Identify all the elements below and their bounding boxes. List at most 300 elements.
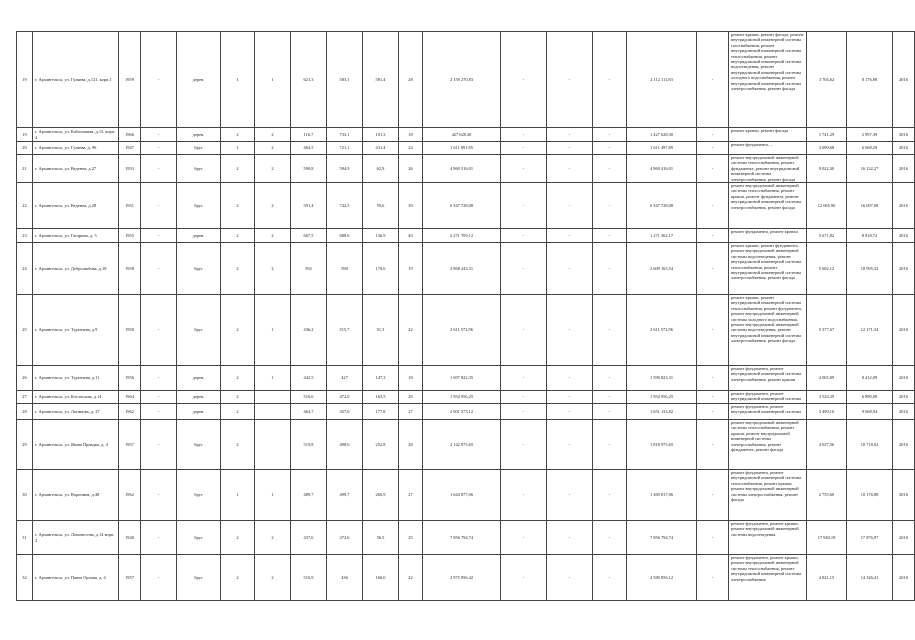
row-number: 24 xyxy=(17,243,33,295)
floors-cell: 2 xyxy=(221,183,255,229)
total-area-cell: 116,7 xyxy=(291,128,327,142)
table-row xyxy=(17,295,915,366)
commission-year-cell: - xyxy=(141,555,177,601)
total-cost-cell: 1 644 877,06 xyxy=(423,470,501,521)
cost-limit-cell: 8 818,72 xyxy=(847,229,893,243)
cost-limit-cell: 8 176,88 xyxy=(847,32,893,128)
unit-cost-cell: 5 602,12 xyxy=(807,243,847,295)
living-area-cell: 498,6 xyxy=(327,420,363,470)
residents-cell: 22 xyxy=(399,295,423,366)
regional-budget-cell: - xyxy=(547,142,593,155)
other-funds-cell: - xyxy=(697,555,729,601)
total-area-cell: 590,8 xyxy=(291,155,327,183)
commission-year-cell: - xyxy=(141,243,177,295)
address-cell: г. Архангельск, ул. Павла Орлова, д. 4 xyxy=(33,555,119,601)
regional-budget-cell: - xyxy=(547,470,593,521)
planned-year-cell: 2016 xyxy=(893,229,915,243)
wall-material-cell: брус xyxy=(177,521,221,555)
row-number: 19 xyxy=(17,128,33,142)
total-cost-cell: 2 159 270,83 xyxy=(423,32,501,128)
build-year-cell: 1953 xyxy=(119,155,141,183)
owners-funds-cell: 2 580 856,12 xyxy=(627,555,697,601)
living-area-cell: 733,1 xyxy=(327,128,363,142)
row-number: 29 xyxy=(17,420,33,470)
total-cost-cell: 4 869 516,01 xyxy=(423,155,501,183)
regional-budget-cell: - xyxy=(547,32,593,128)
cost-limit-cell: 2 997,39 xyxy=(847,128,893,142)
unit-cost-cell: 9 022,30 xyxy=(807,155,847,183)
entrances-cell: 1 xyxy=(255,470,291,521)
floors-cell: 2 xyxy=(221,128,255,142)
owners-funds-cell: 2 611 572,96 xyxy=(627,295,697,366)
residents-cell: 28 xyxy=(399,420,423,470)
commission-year-cell: - xyxy=(141,420,177,470)
table-row xyxy=(17,366,915,391)
total-cost-cell: 2 975 856,42 xyxy=(423,555,501,601)
floors-cell: 2 xyxy=(221,243,255,295)
work-types-cell: ремонт внутридомовой инженерной системы теплоснабжения, ремонт крыши, ремонт внутридомовой инженерной системы электроснабжения, ремонт фундамента, ремонт фасада xyxy=(729,420,807,470)
living-area-cell: 436 xyxy=(327,555,363,601)
total-area-cell: 516,9 xyxy=(291,555,327,601)
commission-year-cell: - xyxy=(141,142,177,155)
fund-cell: - xyxy=(501,391,547,404)
planned-year-cell: 2016 xyxy=(893,155,915,183)
living-area-cell: 688,6 xyxy=(327,229,363,243)
nonliving-area-cell: 170,6 xyxy=(363,243,399,295)
row-number: 23 xyxy=(17,229,33,243)
wall-material-cell: дерев. xyxy=(177,391,221,404)
entrances-cell xyxy=(255,404,291,420)
residents-cell: 28 xyxy=(399,32,423,128)
regional-budget-cell: - xyxy=(547,229,593,243)
total-cost-cell: 2 868 243,31 xyxy=(423,243,501,295)
work-types-cell: ремонт фундамента, ремонт кровли xyxy=(729,229,807,243)
unit-cost-cell: 5 671,82 xyxy=(807,229,847,243)
entrances-cell xyxy=(255,391,291,404)
regional-budget-cell: - xyxy=(547,420,593,470)
living-area-cell: 594,9 xyxy=(327,155,363,183)
nonliving-area-cell: 260,9 xyxy=(363,470,399,521)
nonliving-area-cell: 165,5 xyxy=(363,391,399,404)
other-funds-cell: - xyxy=(697,404,729,420)
unit-cost-cell: 17 940,18 xyxy=(807,521,847,555)
floors-cell: 1 xyxy=(221,470,255,521)
fund-cell: - xyxy=(501,32,547,128)
entrances-cell: 2 xyxy=(255,243,291,295)
build-year-cell: 1962 xyxy=(119,470,141,521)
total-area-cell: 436,2 xyxy=(291,295,327,366)
unit-cost-cell: 3 490,16 xyxy=(807,404,847,420)
living-area-cell: 515,7 xyxy=(327,295,363,366)
address-cell: г. Архангельск, ул. Тургенева, д.11 xyxy=(33,366,119,391)
work-types-cell: ремонт внутридомовой инженерной системы теплоснабжения, ремонт крыши, ремонт фундамента, ремонт внутридомовой инженерной системы электроснабжения, ремонт фасада xyxy=(729,183,807,229)
build-year-cell: 1947 xyxy=(119,142,141,155)
unit-cost-cell: 3 524,39 xyxy=(807,391,847,404)
wall-material-cell: брус xyxy=(177,555,221,601)
nonliving-area-cell: 166,0 xyxy=(363,555,399,601)
total-cost-cell: 2 271 709,12 xyxy=(423,229,501,243)
floors-cell: 2 xyxy=(221,229,255,243)
local-budget-cell: - xyxy=(593,32,627,128)
build-year-cell: 1966 xyxy=(119,128,141,142)
total-cost-cell: 6 547 728,08 xyxy=(423,183,501,229)
entrances-cell: 1 xyxy=(255,32,291,128)
owners-funds-cell: 2 112 111,83 xyxy=(627,32,697,128)
residents-cell: 24 xyxy=(399,142,423,155)
residents-cell: 19 xyxy=(399,243,423,295)
local-budget-cell: - xyxy=(593,128,627,142)
commission-year-cell: - xyxy=(141,521,177,555)
table-row xyxy=(17,391,915,404)
owners-funds-cell: 1 590 823,31 xyxy=(627,366,697,391)
local-budget-cell: - xyxy=(593,183,627,229)
planned-year-cell: 2016 xyxy=(893,295,915,366)
wall-material-cell: дерев. xyxy=(177,404,221,420)
table-row xyxy=(17,183,915,229)
wall-material-cell: дерев. xyxy=(177,32,221,128)
address-cell: г. Архангельск, ул. Тургенева, д.9 xyxy=(33,295,119,366)
residents-cell: 30 xyxy=(399,183,423,229)
wall-material-cell: брус xyxy=(177,155,221,183)
total-cost-cell: 2 611 572,96 xyxy=(423,295,501,366)
total-area-cell: 516,6 xyxy=(291,391,327,404)
cost-limit-cell: 14 326,41 xyxy=(847,555,893,601)
total-cost-cell: 2 142 975,65 xyxy=(423,420,501,470)
total-area-cell: 519,8 xyxy=(291,420,327,470)
owners-funds-cell: 1 271 362,17 xyxy=(627,229,697,243)
floors-cell: 2 xyxy=(221,366,255,391)
entrances-cell: 2 xyxy=(255,521,291,555)
unit-cost-cell: 1 741,29 xyxy=(807,128,847,142)
commission-year-cell: - xyxy=(141,183,177,229)
table-row xyxy=(17,420,915,470)
regional-budget-cell: - xyxy=(547,295,593,366)
row-number: 32 xyxy=(17,555,33,601)
regional-budget-cell: - xyxy=(547,404,593,420)
wall-material-cell: дерев. xyxy=(177,366,221,391)
entrances-cell: 1 xyxy=(255,366,291,391)
total-area-cell: 667,5 xyxy=(291,229,327,243)
floors-cell: 2 xyxy=(221,521,255,555)
address-cell: г. Архангельск, ул. Котласская, д.14 xyxy=(33,391,119,404)
table-row xyxy=(17,521,915,555)
nonliving-area-cell: 91,3 xyxy=(363,295,399,366)
table-row xyxy=(17,404,915,420)
cost-limit-cell: 16 132,27 xyxy=(847,155,893,183)
work-types-cell: ремонт крыши, ремонт внутридомовой инженерной системы теплоснабжения, ремонт фундамента, ремонт внутридомовой инженерной системы холодного водоснабжения, ремонт внутридомовой инженерной системы водоотведения, ремонт внутридомовой инженерной системы электроснабжения, ремонт фасада xyxy=(729,295,807,366)
planned-year-cell: 2016 xyxy=(893,142,915,155)
nonliving-area-cell: 59,6 xyxy=(363,183,399,229)
residents-cell: 18 xyxy=(399,366,423,391)
table-row xyxy=(17,243,915,295)
wall-material-cell: дерев. xyxy=(177,128,221,142)
entrances-cell: 2 xyxy=(255,142,291,155)
total-area-cell: 489,7 xyxy=(291,470,327,521)
total-cost-cell: 7 856 794,74 xyxy=(423,521,501,555)
unit-cost-cell: 3 090,68 xyxy=(807,142,847,155)
build-year-cell: 1950 xyxy=(119,295,141,366)
row-number: 25 xyxy=(17,295,33,366)
owners-funds-cell: 1 611 497,89 xyxy=(627,142,697,155)
fund-cell: - xyxy=(501,420,547,470)
other-funds-cell: - xyxy=(697,470,729,521)
build-year-cell: 1955 xyxy=(119,229,141,243)
fund-cell: - xyxy=(501,404,547,420)
work-types-cell: ремонт фундамента, ремонт крыши, ремонт внутридомовой инженерной системы теплоснабжения, ремонт внутридомовой инженерной системы электроснабжения xyxy=(729,555,807,601)
commission-year-cell: - xyxy=(141,295,177,366)
other-funds-cell: - xyxy=(697,295,729,366)
other-funds-cell: - xyxy=(697,366,729,391)
regional-budget-cell: - xyxy=(547,183,593,229)
residents-cell: 27 xyxy=(399,470,423,521)
local-budget-cell: - xyxy=(593,470,627,521)
local-budget-cell: - xyxy=(593,295,627,366)
cost-limit-cell: 12 171,34 xyxy=(847,295,893,366)
work-types-cell: ремонт внутридомовой инженерной системы теплоснабжения, ремонт фундамента, ремонт внутридомовой инженерной системы электроснабжения, ремонт фасада xyxy=(729,155,807,183)
living-area-cell: 721,1 xyxy=(327,142,363,155)
work-types-cell: ремонт фундамента, ремонт внутридомовой инженерной системы xyxy=(729,391,807,404)
fund-cell: - xyxy=(501,142,547,155)
total-area-cell: 591,4 xyxy=(291,183,327,229)
fund-cell: - xyxy=(501,183,547,229)
other-funds-cell: - xyxy=(697,183,729,229)
planned-year-cell: 2016 xyxy=(893,391,915,404)
owners-funds-cell: 1 954 956,25 xyxy=(627,391,697,404)
floors-cell: 1 xyxy=(221,32,255,128)
regional-budget-cell: - xyxy=(547,366,593,391)
build-year-cell: 1951 xyxy=(119,183,141,229)
nonliving-area-cell: 136,9 xyxy=(363,229,399,243)
wall-material-cell: брус xyxy=(177,243,221,295)
floors-cell: 2 xyxy=(221,391,255,404)
build-year-cell: 1957 xyxy=(119,420,141,470)
other-funds-cell: - xyxy=(697,155,729,183)
address-cell: г. Архангельск, ул. Воронина, д.48 xyxy=(33,470,119,521)
owners-funds-cell: 7 856 794,74 xyxy=(627,521,697,555)
table-row xyxy=(17,128,915,142)
residents-cell: 25 xyxy=(399,521,423,555)
repair-program-table xyxy=(16,31,915,601)
unit-cost-cell: 12 065,90 xyxy=(807,183,847,229)
build-year-cell: 1959 xyxy=(119,32,141,128)
owners-funds-cell: 6 547 728,08 xyxy=(627,183,697,229)
row-number: 28 xyxy=(17,404,33,420)
residents-cell: 40 xyxy=(399,229,423,243)
other-funds-cell: - xyxy=(697,243,729,295)
planned-year-cell: 2016 xyxy=(893,243,915,295)
living-area-cell: 742,5 xyxy=(327,183,363,229)
cost-limit-cell: 6 890,08 xyxy=(847,391,893,404)
work-types-cell: ремонт фундамента, ... xyxy=(729,142,807,155)
cost-limit-cell: 10 718,02 xyxy=(847,420,893,470)
build-year-cell: 1957 xyxy=(119,555,141,601)
wall-material-cell: брус xyxy=(177,470,221,521)
work-types-cell: ремонт фундамента, ремонт внутридомовой инженерной системы теплоснабжения, ремонт крыши, ремонт внутридомовой инженерной системы электроснабжения, ремонт фасада xyxy=(729,470,807,521)
commission-year-cell: - xyxy=(141,366,177,391)
row-number: 30 xyxy=(17,470,33,521)
planned-year-cell: 2016 xyxy=(893,470,915,521)
nonliving-area-cell: 62,9 xyxy=(363,155,399,183)
local-budget-cell: - xyxy=(593,142,627,155)
unit-cost-cell: 4 065,09 xyxy=(807,366,847,391)
owners-funds-cell: 1 369 817,06 xyxy=(627,470,697,521)
address-cell: г. Архангельск, ул. Каботажная, д.15, корп. 4 xyxy=(33,128,119,142)
local-budget-cell: - xyxy=(593,555,627,601)
unit-cost-cell: 5 377,67 xyxy=(807,295,847,366)
nonliving-area-cell: 147,3 xyxy=(363,366,399,391)
living-area-cell: 499,7 xyxy=(327,470,363,521)
build-year-cell: 1956 xyxy=(119,366,141,391)
planned-year-cell: 2016 xyxy=(893,404,915,420)
regional-budget-cell: - xyxy=(547,391,593,404)
commission-year-cell: - xyxy=(141,229,177,243)
residents-cell: 26 xyxy=(399,155,423,183)
planned-year-cell: 2016 xyxy=(893,32,915,128)
entrances-cell: 2 xyxy=(255,183,291,229)
table-row xyxy=(17,229,915,243)
cost-limit-cell: 10 176,88 xyxy=(847,470,893,521)
local-budget-cell: - xyxy=(593,521,627,555)
wall-material-cell: брус xyxy=(177,420,221,470)
row-number: 31 xyxy=(17,521,33,555)
commission-year-cell: - xyxy=(141,155,177,183)
floors-cell: 2 xyxy=(221,420,255,470)
owners-funds-cell: 4 869 416,01 xyxy=(627,155,697,183)
fund-cell: - xyxy=(501,521,547,555)
address-cell: г. Архангельск, ул. Гуляева, д. 96 xyxy=(33,142,119,155)
row-number: 26 xyxy=(17,366,33,391)
planned-year-cell: 2016 xyxy=(893,521,915,555)
row-number: 21 xyxy=(17,155,33,183)
unit-cost-cell: 4 821,15 xyxy=(807,555,847,601)
address-cell: г. Архангельск, ул. Гагарина, д. 5 xyxy=(33,229,119,243)
commission-year-cell: - xyxy=(141,391,177,404)
unit-cost-cell: 4 027,56 xyxy=(807,420,847,470)
living-area-cell: 457,6 xyxy=(327,404,363,420)
residents-cell: 27 xyxy=(399,404,423,420)
unit-cost-cell: 3 704,62 xyxy=(807,32,847,128)
living-area-cell: 590 xyxy=(327,243,363,295)
living-area-cell: 583,1 xyxy=(327,32,363,128)
work-types-cell: ремонт крыши, ремонт фасада, ремонт внутридомовой инженерной системы газоснабжения, ремонт внутридомовой инженерной системы теплоснабжения, ремонт внутридомовой инженерной системы водоотведения, ремонт внутридомовой инженерной системы холодного водоснабжения, ремонт внутридомовой инженерной системы электроснабжения, ремонт фасада xyxy=(729,32,807,128)
row-number: 19 xyxy=(17,32,33,128)
local-budget-cell: - xyxy=(593,420,627,470)
commission-year-cell: - xyxy=(141,128,177,142)
nonliving-area-cell: 56,5 xyxy=(363,521,399,555)
regional-budget-cell: - xyxy=(547,155,593,183)
wall-material-cell: брус xyxy=(177,142,221,155)
owners-funds-cell: 2 609 165,54 xyxy=(627,243,697,295)
address-cell: г. Архангельск, ул. Ломоносова, д.14 корп. 2 xyxy=(33,521,119,555)
entrances-cell xyxy=(255,420,291,470)
other-funds-cell: - xyxy=(697,420,729,470)
fund-cell: - xyxy=(501,470,547,521)
total-cost-cell: 2 001 573,12 xyxy=(423,404,501,420)
work-types-cell: ремонт кровли, ремонт фасада xyxy=(729,128,807,142)
unit-cost-cell: 2 755,60 xyxy=(807,470,847,521)
fund-cell: - xyxy=(501,128,547,142)
total-area-cell: 464,7 xyxy=(291,404,327,420)
regional-budget-cell: - xyxy=(547,555,593,601)
nonliving-area-cell: 431,4 xyxy=(363,142,399,155)
cost-limit-cell: 9 668,94 xyxy=(847,404,893,420)
residents-cell: 18 xyxy=(399,128,423,142)
cost-limit-cell: 10 995,32 xyxy=(847,243,893,295)
other-funds-cell: - xyxy=(697,391,729,404)
living-area-cell: 372,6 xyxy=(327,521,363,555)
total-area-cell: 442,5 xyxy=(291,366,327,391)
nonliving-area-cell: 101,3 xyxy=(363,128,399,142)
planned-year-cell: 2016 xyxy=(893,366,915,391)
entrances-cell: 1 xyxy=(255,295,291,366)
table-body xyxy=(17,32,915,601)
planned-year-cell: 2016 xyxy=(893,555,915,601)
fund-cell: - xyxy=(501,366,547,391)
table-row xyxy=(17,555,915,601)
fund-cell: - xyxy=(501,243,547,295)
entrances-cell: 2 xyxy=(255,555,291,601)
residents-cell: 26 xyxy=(399,391,423,404)
regional-budget-cell: - xyxy=(547,128,593,142)
table-row xyxy=(17,155,915,183)
living-area-cell: 427 xyxy=(327,366,363,391)
floors-cell: 2 xyxy=(221,155,255,183)
address-cell: г. Архангельск, ул. Веденея, д.28 xyxy=(33,183,119,229)
floors-cell: 2 xyxy=(221,404,255,420)
local-budget-cell: - xyxy=(593,404,627,420)
wall-material-cell: брус xyxy=(177,183,221,229)
fund-cell: - xyxy=(501,155,547,183)
total-area-cell: 464,5 xyxy=(291,142,327,155)
work-types-cell: ремонт фундамента, ремонт внутридомовой инженерной системы xyxy=(729,404,807,420)
work-types-cell: ремонт фундамента, ремонт крыши, ремонт внутридомовой инженерной системы водоотведения xyxy=(729,521,807,555)
cost-limit-cell: 16 697,08 xyxy=(847,183,893,229)
build-year-cell: 1962 xyxy=(119,404,141,420)
other-funds-cell: - xyxy=(697,521,729,555)
entrances-cell: 2 xyxy=(255,155,291,183)
build-year-cell: 1958 xyxy=(119,243,141,295)
local-budget-cell: - xyxy=(593,391,627,404)
wall-material-cell: дерев. xyxy=(177,229,221,243)
nonliving-area-cell: 581,4 xyxy=(363,32,399,128)
planned-year-cell: 2016 xyxy=(893,420,915,470)
local-budget-cell: - xyxy=(593,366,627,391)
regional-budget-cell: - xyxy=(547,243,593,295)
other-funds-cell: - xyxy=(697,142,729,155)
total-cost-cell: 427 628,30 xyxy=(423,128,501,142)
work-types-cell: ремонт фундамента, ремонт внутридомовой инженерной системы электроснабжения, ремонт крыши xyxy=(729,366,807,391)
fund-cell: - xyxy=(501,555,547,601)
work-types-cell: ремонт крыши, ремонт фундамента, ремонт внутридомовой инженерной системы водоотведения, ремонт внутридомовой инженерной системы теплоснабжения, ремонт внутридомовой инженерной системы электроснабжения, ремонт фасада xyxy=(729,243,807,295)
address-cell: г. Архангельск, ул. Добролюбова, д.18 xyxy=(33,243,119,295)
address-cell: г. Архангельск, ул. Веденея, д.27 xyxy=(33,155,119,183)
row-number: 22 xyxy=(17,183,33,229)
entrances-cell: 2 xyxy=(255,128,291,142)
regional-budget-cell: - xyxy=(547,521,593,555)
table-row xyxy=(17,470,915,521)
owners-funds-cell: 1 427 628,30 xyxy=(627,128,697,142)
table-row xyxy=(17,142,915,155)
other-funds-cell: - xyxy=(697,229,729,243)
owners-funds-cell: 1 818 975,65 xyxy=(627,420,697,470)
commission-year-cell: - xyxy=(141,32,177,128)
build-year-cell: 1940 xyxy=(119,521,141,555)
other-funds-cell: - xyxy=(697,32,729,128)
owners-funds-cell: 1 651 133,82 xyxy=(627,404,697,420)
commission-year-cell: - xyxy=(141,404,177,420)
local-budget-cell: - xyxy=(593,229,627,243)
floors-cell: 1 xyxy=(221,142,255,155)
